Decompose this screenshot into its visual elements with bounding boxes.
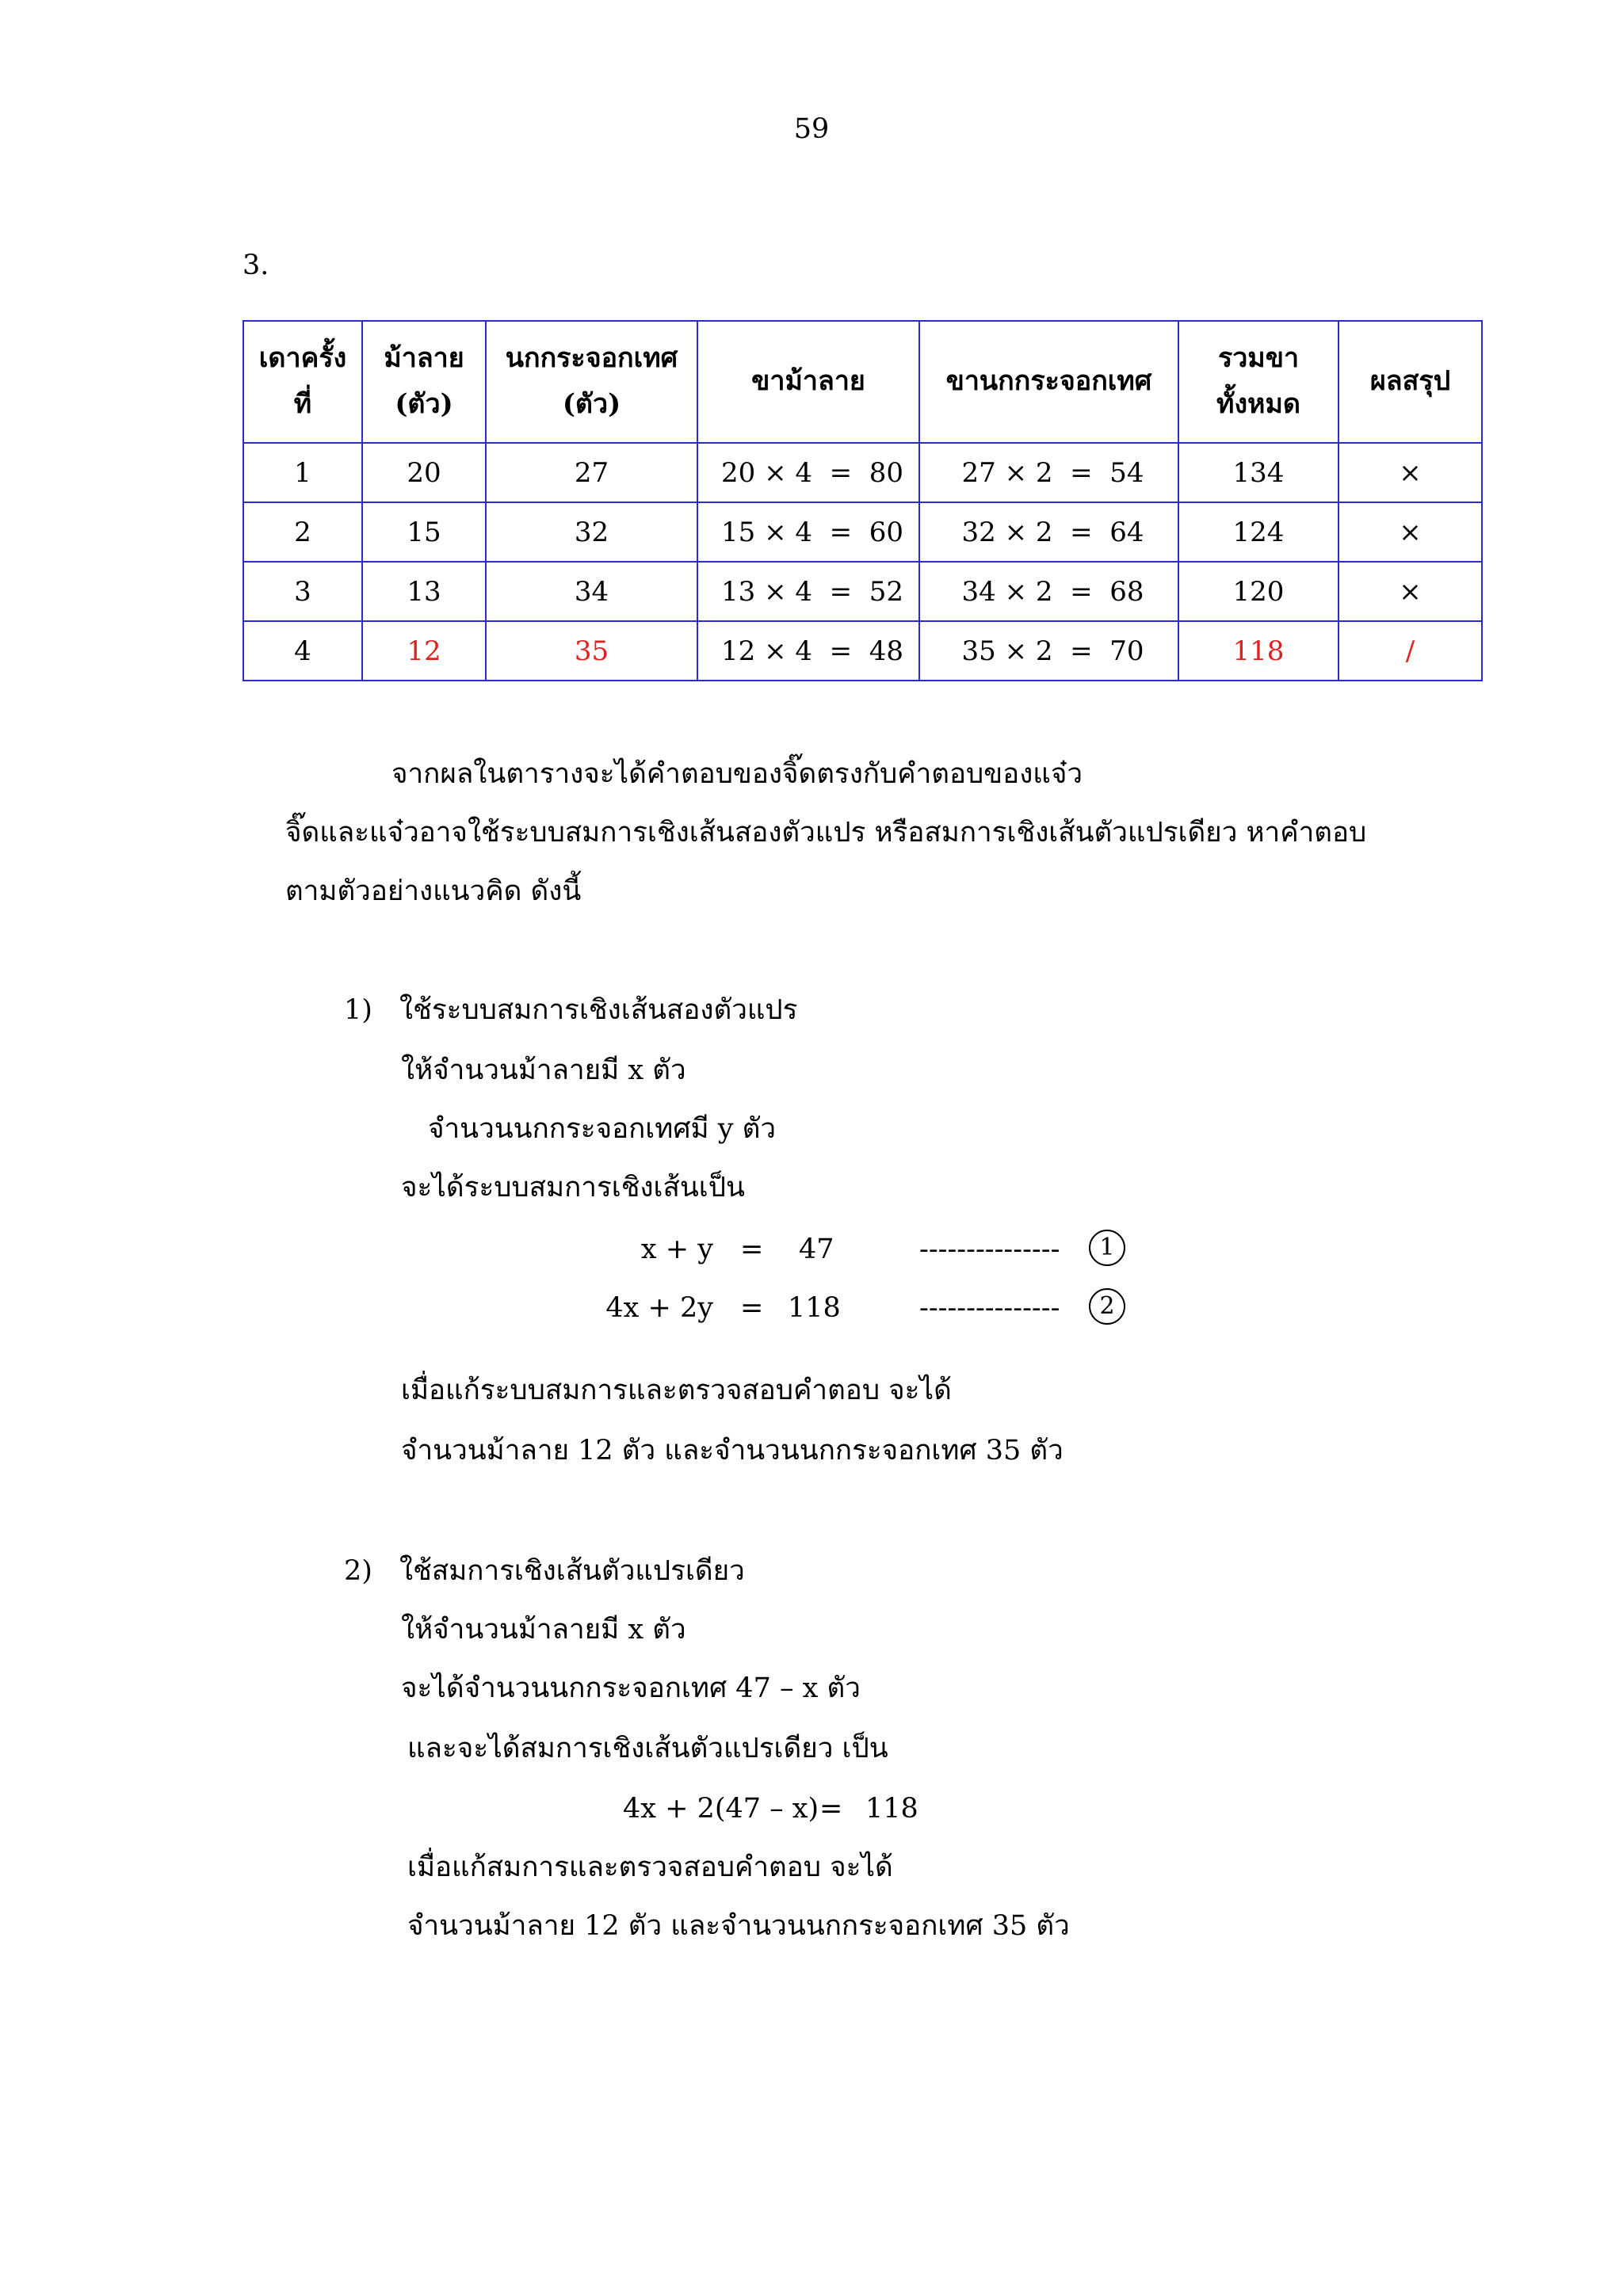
equation-1-marker: 1 xyxy=(1089,1230,1125,1266)
section-number: 3. xyxy=(242,250,269,281)
header-total-legs: รวมขา ทั้งหมด xyxy=(1178,321,1338,443)
cell-zebra: 13 xyxy=(362,562,486,621)
cell-zebra-answer: 12 xyxy=(362,621,486,681)
cell-total: 120 xyxy=(1178,562,1338,621)
method-2-line-1: ให้จำนวนม้าลายมี x ตัว xyxy=(401,1614,686,1646)
cell-total: 134 xyxy=(1178,443,1338,502)
cell-zebra-legs: 13 × 4 = 52 xyxy=(697,562,919,621)
cell-ostrich: 34 xyxy=(486,562,697,621)
method-2-title: ใช้สมการเชิงเส้นตัวแปรเดียว xyxy=(399,1555,745,1587)
page-number: 59 xyxy=(793,113,830,145)
table-row xyxy=(243,502,1482,562)
equation-single-equals: = xyxy=(819,1793,843,1825)
cell-ostrich-answer: 35 xyxy=(486,621,697,681)
method-1-number: 1) xyxy=(344,994,372,1026)
header-guess: เดาครั้ง ที่ xyxy=(243,321,362,443)
equation-1-equals: = xyxy=(740,1234,764,1265)
table-header-row xyxy=(243,321,1482,443)
cell-total: 124 xyxy=(1178,502,1338,562)
method-2-conclusion-1: เมื่อแก้สมการและตรวจสอบคำตอบ จะได้ xyxy=(407,1852,893,1883)
cell-ostrich: 27 xyxy=(486,443,697,502)
cell-guess: 2 xyxy=(243,502,362,562)
equation-single-left: 4x + 2(47 – x) xyxy=(623,1793,819,1825)
method-1-title: ใช้ระบบสมการเชิงเส้นสองตัวแปร xyxy=(399,994,798,1026)
table-row xyxy=(243,562,1482,621)
cell-total-answer: 118 xyxy=(1178,621,1338,681)
cell-zebra: 15 xyxy=(362,502,486,562)
cell-guess: 3 xyxy=(243,562,362,621)
equation-2-right: 118 xyxy=(788,1292,841,1324)
cell-zebra-legs: 12 × 4 = 48 xyxy=(697,621,919,681)
guess-table xyxy=(242,320,1483,681)
table-row-answer xyxy=(243,621,1482,681)
cell-ostrich: 32 xyxy=(486,502,697,562)
method-2-line-2: จะได้จำนวนนกกระจอกเทศ 47 – x ตัว xyxy=(401,1672,861,1704)
cell-result: × xyxy=(1338,562,1482,621)
equation-2-left: 4x + 2y xyxy=(605,1292,713,1324)
table-row xyxy=(243,443,1482,502)
cell-ostrich-legs: 32 × 2 = 64 xyxy=(919,502,1178,562)
cell-ostrich-legs: 35 × 2 = 70 xyxy=(919,621,1178,681)
intro-line-1: จากผลในตารางจะได้คำตอบของจิ๊ดตรงกับคำตอบของแจ๋ว xyxy=(391,758,1083,790)
header-ostrich-legs: ขานกกระจอกเทศ xyxy=(919,321,1178,443)
cell-ostrich-legs: 27 × 2 = 54 xyxy=(919,443,1178,502)
header-zebra-legs: ขาม้าลาย xyxy=(697,321,919,443)
equation-1-right: 47 xyxy=(799,1234,834,1265)
equation-single-right: 118 xyxy=(865,1793,918,1825)
method-1-line-2: จำนวนนกกระจอกเทศมี y ตัว xyxy=(428,1113,777,1145)
equation-2-marker: 2 xyxy=(1089,1288,1125,1325)
intro-line-2: จิ๊ดและแจ๋วอาจใช้ระบบสมการเชิงเส้นสองตัวแปร หรือสมการเชิงเส้นตัวแปรเดียว หาคำตอบ xyxy=(285,817,1367,849)
header-zebra: ม้าลาย (ตัว) xyxy=(362,321,486,443)
method-2-conclusion-2: จำนวนม้าลาย 12 ตัว และจำนวนนกกระจอกเทศ 35 ตัว xyxy=(407,1910,1070,1942)
method-2-number: 2) xyxy=(344,1555,372,1587)
method-1-conclusion-2: จำนวนม้าลาย 12 ตัว และจำนวนนกกระจอกเทศ 35 ตัว xyxy=(401,1435,1064,1466)
cell-zebra-legs: 15 × 4 = 60 xyxy=(697,502,919,562)
equation-1-left: x + y xyxy=(640,1234,713,1265)
cell-result: × xyxy=(1338,443,1482,502)
intro-line-3: ตามตัวอย่างแนวคิด ดังนี้ xyxy=(285,875,582,907)
cell-result: × xyxy=(1338,502,1482,562)
header-result: ผลสรุป xyxy=(1338,321,1482,443)
method-2-line-3: และจะได้สมการเชิงเส้นตัวแปรเดียว เป็น xyxy=(407,1733,888,1764)
method-1-line-1: ให้จำนวนม้าลายมี x ตัว xyxy=(401,1055,686,1086)
cell-zebra: 20 xyxy=(362,443,486,502)
header-ostrich: นกกระจอกเทศ (ตัว) xyxy=(486,321,697,443)
method-1-line-3: จะได้ระบบสมการเชิงเส้นเป็น xyxy=(401,1172,745,1203)
equation-2-dashes: --------------- xyxy=(919,1292,1060,1324)
cell-ostrich-legs: 34 × 2 = 68 xyxy=(919,562,1178,621)
cell-zebra-legs: 20 × 4 = 80 xyxy=(697,443,919,502)
cell-result-answer: / xyxy=(1338,621,1482,681)
cell-guess: 1 xyxy=(243,443,362,502)
cell-guess: 4 xyxy=(243,621,362,681)
method-1-conclusion-1: เมื่อแก้ระบบสมการและตรวจสอบคำตอบ จะได้ xyxy=(401,1375,952,1406)
equation-1-dashes: --------------- xyxy=(919,1234,1060,1265)
equation-2-equals: = xyxy=(740,1292,764,1324)
